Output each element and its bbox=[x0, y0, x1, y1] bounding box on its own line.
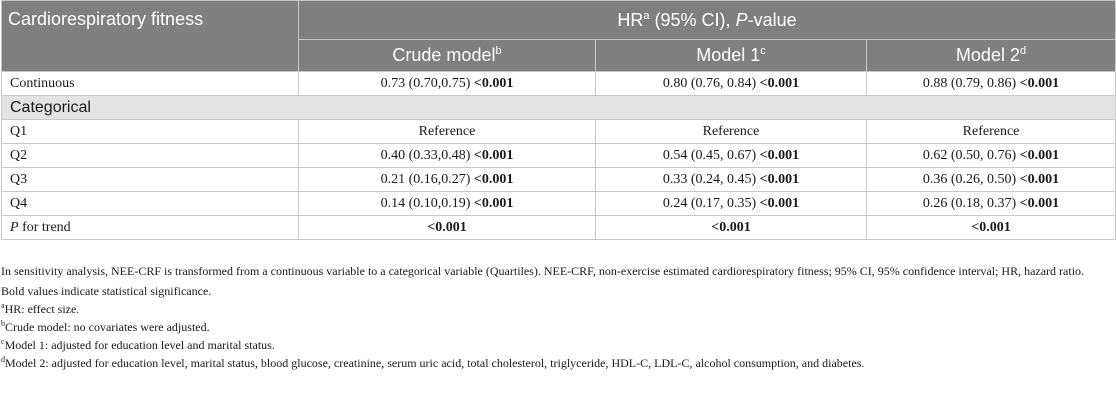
header-crude-model: Crude model$^b$ bbox=[299, 40, 596, 72]
cell-model-2: 0.88 (0.79, 0.86) <0.001 bbox=[867, 72, 1116, 96]
footnote-intro: In sensitivity analysis, NEE-CRF is transformed from a continuous variable to a categorical variable (Quartiles). NEE-CRF, non-exercise estimated cardiorespiratory fitness; 95% CI, 95% confidence interval; HR, hazard ratio. bbox=[1, 264, 1085, 278]
cell-model-2: <0.001 bbox=[867, 216, 1116, 240]
table-row-categorical-section bbox=[2, 96, 1116, 120]
header-model-2: Model 2$^d$ bbox=[867, 40, 1116, 72]
row-label: Q2 bbox=[2, 144, 299, 168]
cell-model-1: 0.80 (0.76, 0.84) <0.001 bbox=[596, 72, 867, 96]
cell-crude: 0.21 (0.16,0.27) <0.001 bbox=[299, 168, 596, 192]
row-label: Q4 bbox=[2, 192, 299, 216]
header-row-group bbox=[2, 1, 1116, 40]
table-row-q4 bbox=[2, 192, 1116, 216]
footnote-c: $^c$Model 1: adjusted for education level and marital status. bbox=[1, 337, 275, 352]
header-model-1: Model 1$^c$ bbox=[596, 40, 867, 72]
cell-model-2: 0.62 (0.50, 0.76) <0.001 bbox=[867, 144, 1116, 168]
cell-crude: <0.001 bbox=[299, 216, 596, 240]
cell-model-1: <0.001 bbox=[596, 216, 867, 240]
cell-crude: 0.40 (0.33,0.48) <0.001 bbox=[299, 144, 596, 168]
table-row-q1 bbox=[2, 120, 1116, 144]
header-title: Cardiorespiratory fitness bbox=[2, 1, 299, 72]
cell-model-2: 0.36 (0.26, 0.50) <0.001 bbox=[867, 168, 1116, 192]
cell-crude: 0.73 (0.70,0.75) <0.001 bbox=[299, 72, 596, 96]
cell-model-1: 0.24 (0.17, 0.35) <0.001 bbox=[596, 192, 867, 216]
table-footnotes bbox=[1, 262, 1111, 372]
row-label: Q1 bbox=[2, 120, 299, 144]
row-label: Q3 bbox=[2, 168, 299, 192]
footnote-a: $^a$HR: effect size. bbox=[1, 301, 80, 316]
table-row-q3 bbox=[2, 168, 1116, 192]
footnote-bold-note: Bold values indicate statistical significance. bbox=[1, 284, 212, 298]
cell-model-2: Reference bbox=[867, 120, 1116, 144]
cell-crude: 0.14 (0.10,0.19) <0.001 bbox=[299, 192, 596, 216]
row-label: P for trend bbox=[2, 216, 299, 240]
cell-model-1: 0.33 (0.24, 0.45) <0.001 bbox=[596, 168, 867, 192]
section-label-categorical: Categorical bbox=[2, 96, 1116, 120]
header-group: $HR^a$ (95% CI), P-value bbox=[299, 1, 1116, 40]
footnote-b: $^b$Crude model: no covariates were adjusted. bbox=[1, 319, 210, 334]
table-row-continuous bbox=[2, 72, 1116, 96]
cell-model-2: 0.26 (0.18, 0.37) <0.001 bbox=[867, 192, 1116, 216]
cell-model-1: 0.54 (0.45, 0.67) <0.001 bbox=[596, 144, 867, 168]
row-label: Continuous bbox=[2, 72, 299, 96]
results-table bbox=[1, 0, 1116, 240]
cell-crude: Reference bbox=[299, 120, 596, 144]
table-row-p-trend bbox=[2, 216, 1116, 240]
footnote-d: $^d$Model 2: adjusted for education level, marital status, blood glucose, creatinine, serum uric acid, total cholesterol, triglyceride, HDL-C, LDL-C, alcohol consumption, and diabetes. bbox=[1, 355, 865, 370]
table-row-q2 bbox=[2, 144, 1116, 168]
cell-model-1: Reference bbox=[596, 120, 867, 144]
